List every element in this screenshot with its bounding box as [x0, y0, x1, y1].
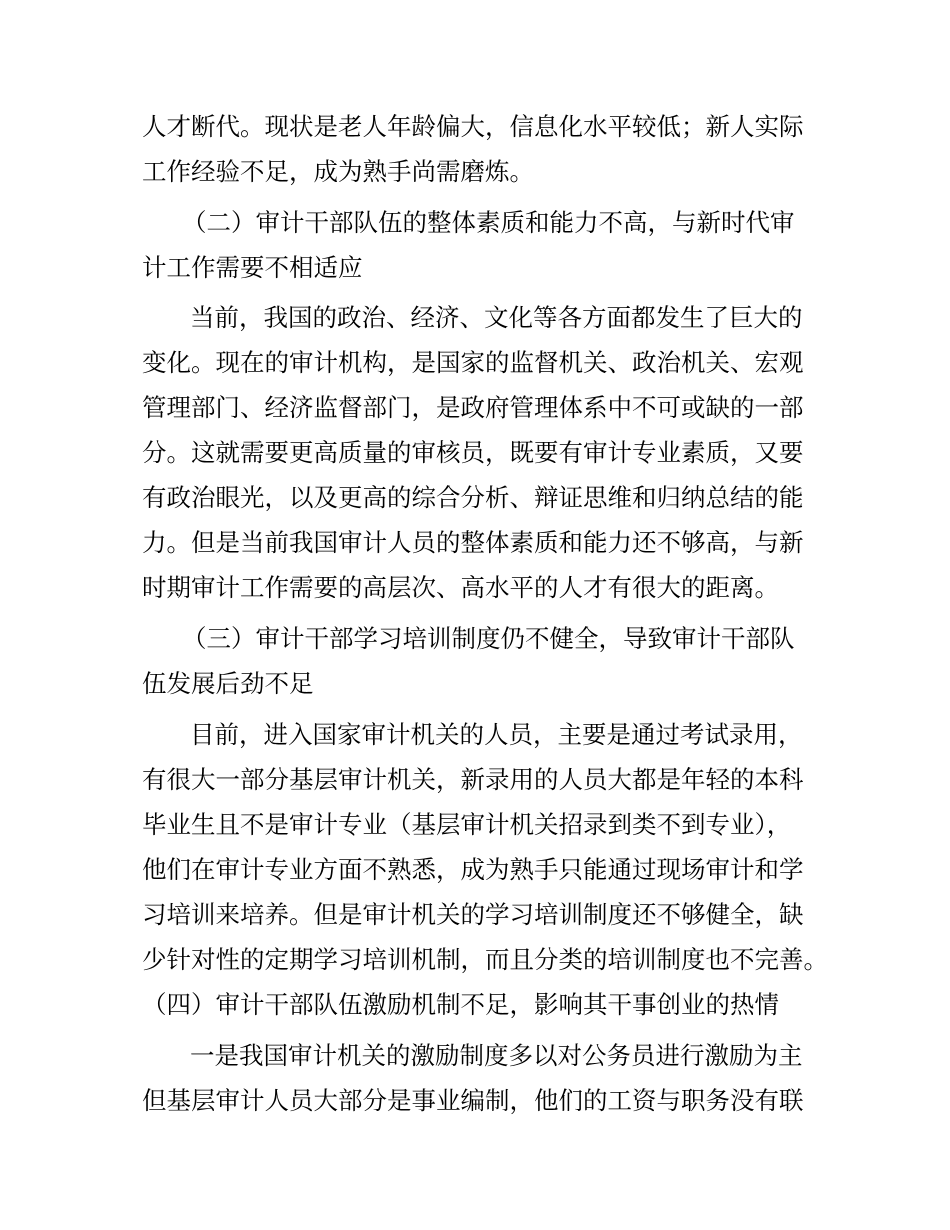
text-line: 他们在审计专业方面不熟悉，成为熟手只能通过现场审计和学 — [142, 855, 804, 884]
text-line: 分。这就需要更高质量的审核员，既要有审计专业素质，又要 — [142, 438, 804, 467]
text-line: 少针对性的定期学习培训机制，而且分类的培训制度也不完善。 — [142, 945, 828, 974]
section-heading: （四）审计干部队伍激励机制不足，影响其干事创业的热情 — [142, 990, 779, 1019]
section-heading-cont: 计工作需要不相适应 — [142, 253, 363, 282]
text-line: 力。但是当前我国审计人员的整体素质和能力还不够高，与新 — [142, 528, 804, 557]
text-line: 毕业生且不是审计专业（基层审计机关招录到类不到专业）， — [142, 810, 792, 839]
text-line: 变化。现在的审计机构，是国家的监督机关、政治机关、宏观 — [142, 348, 804, 377]
text-line: 人才断代。现状是老人年龄偏大，信息化水平较低；新人实际 — [142, 112, 804, 141]
text-line: 习培训来培养。但是审计机关的学习培训制度还不够健全，缺 — [142, 900, 804, 929]
text-line: 一是我国审计机关的激励制度多以对公务员进行激励为主 — [190, 1041, 803, 1070]
section-heading: （二）审计干部队伍的整体素质和能力不高，与新时代审 — [182, 208, 795, 237]
text-line: 有很大一部分基层审计机关，新录用的人员大都是年轻的本科 — [142, 765, 804, 794]
text-line: 当前，我国的政治、经济、文化等各方面都发生了巨大的 — [190, 303, 803, 332]
section-heading-cont: 伍发展后劲不足 — [142, 669, 314, 698]
text-line: 目前，进入国家审计机关的人员，主要是通过考试录用， — [190, 720, 803, 749]
text-line: 工作经验不足，成为熟手尚需磨炼。 — [142, 157, 534, 186]
section-heading: （三）审计干部学习培训制度仍不健全，导致审计干部队 — [182, 624, 795, 653]
text-line: 管理部门、经济监督部门，是政府管理体系中不可或缺的一部 — [142, 393, 804, 422]
text-line: 时期审计工作需要的高层次、高水平的人才有很大的距离。 — [142, 573, 779, 602]
text-line: 但基层审计人员大部分是事业编制，他们的工资与职务没有联 — [142, 1086, 804, 1115]
text-line: 有政治眼光，以及更高的综合分析、辩证思维和归纳总结的能 — [142, 483, 804, 512]
